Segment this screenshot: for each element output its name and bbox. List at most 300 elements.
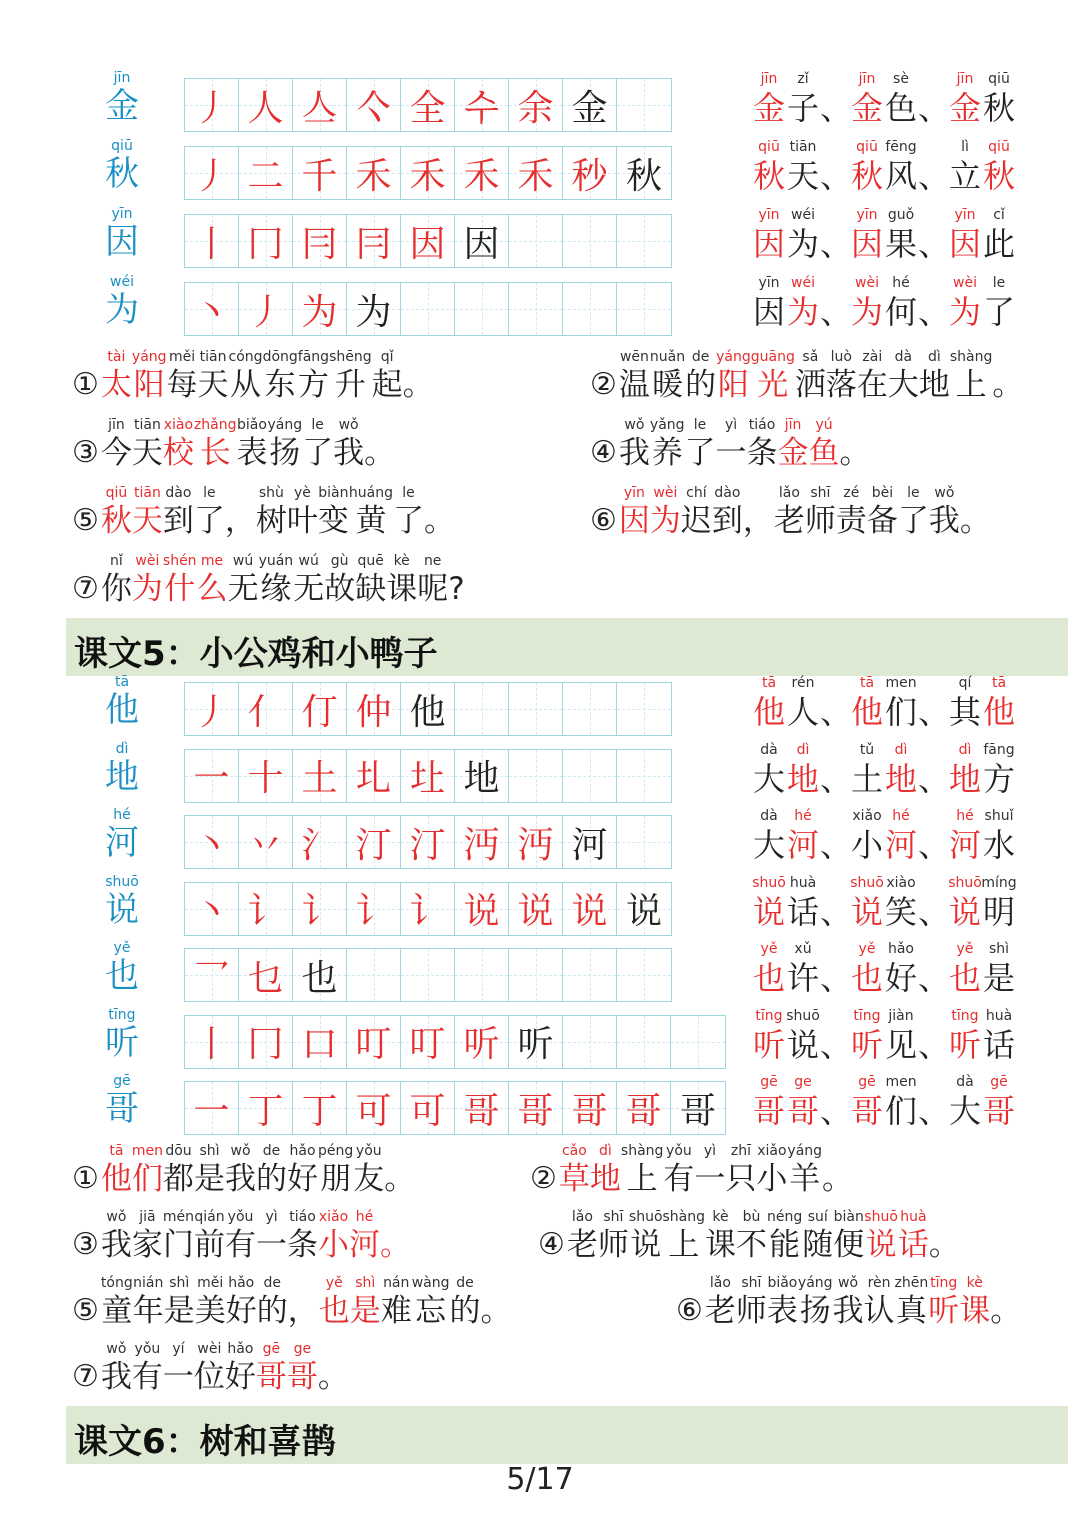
stroke-order-grid bbox=[184, 78, 672, 132]
stroke-cell bbox=[293, 283, 347, 335]
sentence-char bbox=[333, 416, 364, 472]
stroke-cell bbox=[563, 816, 617, 868]
stroke-cell bbox=[293, 949, 347, 1001]
sentence-char bbox=[194, 1142, 225, 1198]
sentence-char bbox=[712, 484, 743, 540]
word-pinyin: tiān bbox=[789, 139, 817, 155]
sentence-char bbox=[888, 348, 919, 404]
sentence-glyph: 课 bbox=[386, 571, 418, 607]
sentence-char bbox=[743, 484, 774, 540]
word-pinyin: tā bbox=[859, 675, 875, 691]
word-examples bbox=[752, 138, 1016, 196]
sentence-char bbox=[833, 1274, 864, 1330]
word-glyph: 金 bbox=[752, 89, 785, 127]
sentence-glyph: 说 bbox=[630, 1227, 662, 1263]
stroke-cell bbox=[185, 79, 239, 131]
sentence-char bbox=[318, 1142, 353, 1198]
stroke-glyph: 哥 bbox=[571, 1090, 608, 1132]
sentence-pinyin: yì bbox=[265, 1209, 278, 1225]
sentence-char bbox=[372, 348, 403, 404]
sentence-pinyin: péng bbox=[318, 1143, 354, 1159]
sentence-glyph: 金 bbox=[777, 435, 809, 471]
word-char bbox=[786, 138, 820, 196]
sentence-glyph: 是 bbox=[349, 1293, 381, 1329]
stroke-cell bbox=[239, 283, 293, 335]
word-pinyin: míng bbox=[981, 874, 1017, 891]
sentence-pinyin: néng bbox=[767, 1209, 803, 1225]
stroke-cell bbox=[563, 683, 617, 735]
word-glyph: 听 bbox=[850, 1025, 883, 1064]
sentence-glyph: 备 bbox=[866, 503, 898, 539]
word-example bbox=[948, 70, 1016, 128]
sentence-glyph: 也 bbox=[318, 1293, 350, 1329]
stroke-cell bbox=[239, 215, 293, 267]
word-pinyin: wéi bbox=[791, 207, 815, 223]
word-pinyin: hé bbox=[956, 808, 974, 824]
sentence-char bbox=[990, 1274, 1021, 1330]
stroke-glyph: 丷 bbox=[247, 824, 284, 866]
sentence-pinyin: shuō bbox=[628, 1209, 663, 1225]
sentence-pinyin: xiǎo bbox=[318, 1209, 349, 1225]
sentence-char bbox=[349, 1208, 380, 1264]
sentence-char bbox=[867, 484, 898, 540]
stroke-glyph: 秋 bbox=[625, 155, 662, 197]
sentence-char bbox=[257, 1274, 288, 1330]
sentence-glyph: 我 bbox=[928, 503, 960, 539]
word-glyph: 果 bbox=[884, 225, 917, 263]
sentence-pinyin: shì bbox=[169, 1275, 190, 1291]
sentence-glyph: 方 bbox=[297, 367, 329, 403]
sentence-char bbox=[225, 1340, 256, 1396]
sentence-pinyin: měi bbox=[197, 1275, 224, 1291]
stroke-cell bbox=[293, 1016, 347, 1068]
sentence-pinyin: yì bbox=[724, 417, 738, 433]
stroke-cell bbox=[671, 1016, 725, 1068]
stroke-cell bbox=[455, 1016, 509, 1068]
sentence-glyph: 他 bbox=[100, 1161, 132, 1197]
word-char bbox=[982, 940, 1016, 998]
stroke-cell bbox=[617, 1016, 671, 1068]
sentence-glyph: 家 bbox=[131, 1227, 163, 1263]
sentence-pinyin: hǎo bbox=[289, 1143, 316, 1159]
example-sentence bbox=[590, 484, 991, 540]
sentence-pinyin: rèn bbox=[867, 1275, 891, 1291]
sentence-pinyin: tiān bbox=[199, 349, 227, 365]
word-pinyin: shì bbox=[988, 941, 1010, 957]
stroke-cell bbox=[293, 750, 347, 802]
word-separator: 、 bbox=[918, 959, 951, 997]
sentence-pinyin: cǎo bbox=[561, 1143, 587, 1159]
stroke-glyph: 丁 bbox=[247, 1090, 284, 1132]
sentence-char bbox=[364, 416, 395, 472]
word-separator: 、 bbox=[820, 293, 853, 331]
sentence-char bbox=[132, 348, 167, 404]
stroke-cell bbox=[293, 683, 347, 735]
word-example bbox=[948, 807, 1016, 865]
stroke-glyph: 说 bbox=[625, 891, 662, 932]
sentence-pinyin: huáng bbox=[348, 485, 393, 501]
word-example bbox=[850, 674, 918, 732]
sentence-pinyin: shì bbox=[199, 1143, 220, 1159]
sentence-glyph: 的 bbox=[256, 1161, 288, 1197]
stroke-cell bbox=[239, 750, 293, 802]
sentence-pinyin: zhī bbox=[730, 1143, 751, 1159]
stroke-glyph: 讠 bbox=[301, 891, 338, 932]
sentence-glyph: 无 bbox=[293, 571, 325, 607]
sentence-pinyin: shù bbox=[258, 485, 284, 501]
word-char bbox=[948, 940, 982, 998]
sentence-char bbox=[132, 1142, 163, 1198]
example-sentence bbox=[72, 552, 465, 608]
sentence-char bbox=[101, 484, 132, 540]
sentence-glyph: 老 bbox=[773, 503, 805, 539]
sentence-glyph: 了 bbox=[897, 503, 929, 539]
sentence-char bbox=[263, 348, 298, 404]
word-glyph: 金 bbox=[948, 89, 981, 127]
word-separator: 、 bbox=[918, 826, 951, 864]
stroke-glyph: 叮 bbox=[409, 1024, 446, 1065]
sentence-glyph: 到 bbox=[711, 503, 743, 539]
word-pinyin: rén bbox=[791, 675, 815, 691]
word-pinyin: huà bbox=[789, 874, 817, 891]
sentence-pinyin: tài bbox=[107, 349, 126, 365]
sentence-glyph: 位 bbox=[193, 1359, 225, 1395]
sentence-number: ⑥ bbox=[676, 1293, 703, 1328]
word-example bbox=[752, 1007, 820, 1065]
stroke-glyph: 一 bbox=[193, 1090, 230, 1132]
char-pinyin: tā bbox=[114, 674, 130, 690]
sentence-char bbox=[194, 1208, 225, 1264]
sentence-pinyin: shàng bbox=[620, 1143, 664, 1159]
sentence-glyph: 只 bbox=[725, 1161, 757, 1197]
sentence-char bbox=[226, 1274, 257, 1330]
stroke-glyph: 丨 bbox=[193, 1024, 230, 1065]
sentence-pinyin: yǒu bbox=[666, 1143, 692, 1159]
sentence-glyph: 是 bbox=[163, 1293, 195, 1329]
sentence-char bbox=[380, 1208, 411, 1264]
sentence-glyph: 在 bbox=[856, 367, 888, 403]
word-char bbox=[752, 741, 786, 799]
word-pinyin: xǔ bbox=[794, 941, 812, 957]
word-glyph: 秋 bbox=[982, 157, 1015, 195]
sentence-glyph: 年 bbox=[132, 1293, 164, 1329]
sentence-glyph: ， bbox=[742, 503, 774, 539]
stroke-glyph: 丿 bbox=[193, 155, 230, 197]
sentence-char bbox=[386, 552, 417, 608]
word-pinyin: men bbox=[885, 1074, 917, 1090]
word-char bbox=[786, 874, 820, 932]
sentence-glyph: 变 bbox=[317, 503, 349, 539]
sentence-char bbox=[694, 1142, 725, 1198]
sentence-glyph: 呢 bbox=[417, 571, 449, 607]
sentence-pinyin: bù bbox=[742, 1209, 761, 1225]
word-char bbox=[752, 138, 786, 196]
word-char bbox=[884, 940, 918, 998]
stroke-glyph: 冃 bbox=[355, 223, 392, 265]
char-entry bbox=[98, 1007, 146, 1063]
word-example bbox=[850, 741, 918, 799]
word-pinyin: yě bbox=[956, 941, 974, 957]
stroke-cell bbox=[563, 883, 617, 935]
char-glyph: 说 bbox=[105, 889, 139, 930]
word-char bbox=[948, 1007, 982, 1065]
word-char bbox=[948, 741, 982, 799]
sentence-char bbox=[163, 552, 197, 608]
word-separator: 、 bbox=[918, 892, 951, 931]
stroke-cell bbox=[563, 147, 617, 199]
stroke-cell bbox=[617, 949, 671, 1001]
word-char bbox=[948, 874, 982, 932]
word-glyph: 地 bbox=[884, 759, 917, 798]
stroke-cell bbox=[563, 949, 617, 1001]
word-glyph: 人 bbox=[786, 693, 819, 731]
word-char bbox=[884, 874, 918, 932]
sentence-pinyin: hé bbox=[355, 1209, 374, 1225]
word-pinyin: qiū bbox=[988, 71, 1010, 87]
stroke-cell bbox=[401, 79, 455, 131]
sentence-pinyin: suí bbox=[807, 1209, 828, 1225]
stroke-cell bbox=[347, 750, 401, 802]
sentence-glyph: 师 bbox=[735, 1293, 767, 1329]
char-row bbox=[0, 1073, 1080, 1135]
stroke-glyph: 亽 bbox=[355, 87, 392, 129]
stroke-glyph: 丿 bbox=[247, 291, 284, 333]
word-glyph: 地 bbox=[786, 759, 819, 798]
sentence-char bbox=[716, 348, 751, 404]
sentence-char bbox=[787, 1142, 822, 1198]
stroke-cell bbox=[509, 147, 563, 199]
stroke-glyph: 讠 bbox=[409, 891, 446, 932]
word-glyph: 秋 bbox=[752, 157, 785, 195]
word-char bbox=[752, 1073, 786, 1131]
stroke-glyph: 冂 bbox=[247, 223, 284, 265]
sentence-glyph: 听 bbox=[928, 1293, 960, 1329]
sentence-char bbox=[559, 1142, 590, 1198]
word-example bbox=[752, 807, 820, 865]
stroke-glyph: 沔 bbox=[463, 824, 500, 866]
word-char bbox=[948, 70, 982, 128]
word-example bbox=[850, 206, 918, 264]
sentence-char bbox=[895, 1274, 929, 1330]
word-char bbox=[786, 70, 820, 128]
word-glyph: 子 bbox=[786, 89, 819, 127]
sentence-char bbox=[101, 1340, 132, 1396]
word-pinyin: jīn bbox=[956, 71, 974, 87]
sentence-pinyin: le bbox=[693, 417, 707, 433]
stroke-order-grid bbox=[184, 948, 672, 1002]
word-glyph: 因 bbox=[948, 225, 981, 263]
word-glyph: 为 bbox=[786, 293, 819, 331]
word-char bbox=[982, 1073, 1016, 1131]
sentence-pinyin: zài bbox=[862, 349, 883, 365]
char-entry bbox=[98, 274, 146, 330]
sentence-char bbox=[992, 348, 1023, 404]
char-pinyin: jīn bbox=[113, 70, 131, 86]
sentence-char bbox=[809, 416, 840, 472]
char-glyph: 因 bbox=[105, 222, 139, 262]
word-example bbox=[850, 138, 918, 196]
sentence-pinyin: biàn bbox=[318, 485, 349, 501]
sentence-glyph: 好 bbox=[224, 1359, 256, 1395]
sentence-char bbox=[898, 1208, 929, 1264]
sentence-pinyin: wǒ bbox=[338, 417, 359, 433]
word-glyph: 话 bbox=[982, 1025, 1015, 1064]
sentence-glyph: 有 bbox=[131, 1359, 163, 1395]
word-char bbox=[884, 741, 918, 799]
word-pinyin: gē bbox=[990, 1074, 1008, 1090]
stroke-cell bbox=[347, 283, 401, 335]
sentence-pinyin: yǎng bbox=[649, 417, 685, 433]
word-pinyin: hé bbox=[892, 808, 910, 824]
sentence-char bbox=[355, 552, 386, 608]
char-pinyin: wéi bbox=[110, 274, 134, 290]
stroke-order-grid bbox=[184, 1015, 726, 1069]
sentence-glyph: 阳 bbox=[133, 367, 165, 403]
word-example bbox=[850, 274, 918, 332]
sentence-glyph: 难 bbox=[380, 1293, 412, 1329]
stroke-glyph: 哥 bbox=[679, 1090, 716, 1132]
stroke-glyph: 讠 bbox=[247, 891, 284, 932]
sentence-glyph: 无 bbox=[227, 571, 259, 607]
stroke-cell bbox=[617, 147, 671, 199]
sentence-char bbox=[590, 1142, 621, 1198]
stroke-glyph: 金 bbox=[571, 87, 608, 129]
word-glyph: 们 bbox=[884, 693, 917, 731]
char-glyph: 秋 bbox=[105, 154, 139, 194]
word-glyph: 方 bbox=[982, 759, 1015, 798]
word-char bbox=[850, 940, 884, 998]
stroke-glyph: 可 bbox=[409, 1090, 446, 1132]
sentence-pinyin: luò bbox=[830, 349, 852, 365]
sentence-char bbox=[567, 1208, 598, 1264]
sentence-char bbox=[857, 348, 888, 404]
stroke-glyph: 乜 bbox=[247, 957, 284, 999]
stroke-cell bbox=[185, 283, 239, 335]
sentence-pinyin: men bbox=[131, 1143, 164, 1159]
stroke-glyph: 听 bbox=[517, 1024, 554, 1065]
word-example bbox=[948, 206, 1016, 264]
sentence-number: ⑦ bbox=[72, 571, 99, 606]
word-glyph: 因 bbox=[850, 225, 883, 263]
sentence-glyph: 不 bbox=[736, 1227, 768, 1263]
sentence-glyph: 天 bbox=[131, 435, 163, 471]
word-pinyin: jīn bbox=[760, 71, 778, 87]
stroke-order-grid bbox=[184, 282, 672, 336]
example-sentence bbox=[72, 416, 395, 472]
stroke-cell bbox=[617, 883, 671, 935]
sentence-glyph: 认 bbox=[863, 1293, 895, 1329]
stroke-cell bbox=[455, 79, 509, 131]
sentence-glyph: 条 bbox=[287, 1227, 319, 1263]
word-examples bbox=[752, 70, 1016, 128]
sentence-char bbox=[101, 348, 132, 404]
sentence-glyph: 课 bbox=[959, 1293, 991, 1329]
sentence-pinyin: zé bbox=[843, 485, 860, 501]
stroke-cell bbox=[401, 283, 455, 335]
sentence-pinyin: yè bbox=[293, 485, 311, 501]
word-example bbox=[850, 874, 918, 932]
stroke-glyph: 为 bbox=[301, 291, 338, 333]
sentence-char bbox=[960, 484, 991, 540]
stroke-glyph: 他 bbox=[409, 691, 446, 733]
stroke-cell bbox=[185, 215, 239, 267]
sentence-pinyin: shàng bbox=[949, 349, 993, 365]
sentence-char bbox=[164, 1274, 195, 1330]
char-pinyin: yīn bbox=[111, 206, 133, 222]
sentence-pinyin: jīn bbox=[784, 417, 802, 433]
sentence-pinyin: yì bbox=[703, 1143, 717, 1159]
sentence-glyph: 一 bbox=[256, 1227, 288, 1263]
stroke-cell bbox=[185, 816, 239, 868]
word-char bbox=[884, 206, 918, 264]
sentence-glyph: 草 bbox=[558, 1161, 590, 1197]
sentence-glyph: 天 bbox=[131, 503, 163, 539]
sentence-char bbox=[302, 416, 333, 472]
example-sentence bbox=[72, 1274, 512, 1330]
char-glyph: 他 bbox=[105, 690, 139, 730]
word-pinyin: tīng bbox=[853, 1007, 881, 1024]
word-separator: 、 bbox=[820, 89, 853, 127]
stroke-glyph: 听 bbox=[463, 1024, 500, 1065]
sentence-char bbox=[194, 416, 237, 472]
sentence-number: ④ bbox=[538, 1227, 565, 1262]
stroke-glyph: 仲 bbox=[355, 691, 392, 733]
sentence-glyph: 我 bbox=[333, 435, 365, 471]
sentence-char bbox=[228, 552, 259, 608]
word-glyph: 听 bbox=[948, 1025, 981, 1064]
sentence-glyph: 故 bbox=[324, 571, 356, 607]
stroke-cell bbox=[185, 949, 239, 1001]
stroke-cell bbox=[401, 683, 455, 735]
sentence-pinyin: biàn bbox=[833, 1209, 864, 1225]
char-pinyin: tīng bbox=[108, 1006, 136, 1023]
word-char bbox=[982, 138, 1016, 196]
sentence-number: ③ bbox=[72, 1227, 99, 1262]
word-char bbox=[982, 206, 1016, 264]
word-glyph: 因 bbox=[752, 225, 785, 263]
word-pinyin: huà bbox=[985, 1007, 1013, 1024]
sentence-char bbox=[481, 1274, 512, 1330]
sentence-char bbox=[663, 1208, 706, 1264]
sentence-glyph: 有 bbox=[225, 1227, 257, 1263]
sentence-char bbox=[747, 416, 778, 472]
sentence-pinyin: cóng bbox=[228, 349, 263, 365]
sentence-glyph: 校 bbox=[162, 435, 194, 471]
sentence-glyph: 你 bbox=[100, 571, 132, 607]
sentence-pinyin: qián bbox=[194, 1209, 225, 1225]
sentence-char bbox=[705, 1208, 736, 1264]
sentence-char bbox=[424, 484, 455, 540]
word-separator: 、 bbox=[820, 892, 853, 931]
sentence-pinyin: dōu bbox=[165, 1143, 192, 1159]
word-char bbox=[850, 138, 884, 196]
sentence-glyph: 的 bbox=[685, 367, 717, 403]
word-pinyin: qiū bbox=[758, 139, 780, 155]
sentence-glyph: 。 bbox=[992, 367, 1024, 403]
sentence-glyph: 。 bbox=[402, 367, 434, 403]
stroke-cell bbox=[455, 283, 509, 335]
sentence-glyph: 地 bbox=[918, 367, 950, 403]
stroke-glyph: 因 bbox=[409, 223, 446, 265]
sentence-char bbox=[293, 552, 324, 608]
word-char bbox=[884, 274, 918, 332]
word-char bbox=[884, 138, 918, 196]
word-char bbox=[850, 874, 884, 932]
sentence-pinyin: wèi bbox=[197, 1341, 222, 1357]
word-separator: 、 bbox=[820, 826, 853, 864]
sentence-glyph: 每 bbox=[166, 367, 198, 403]
stroke-glyph: 说 bbox=[571, 891, 608, 932]
